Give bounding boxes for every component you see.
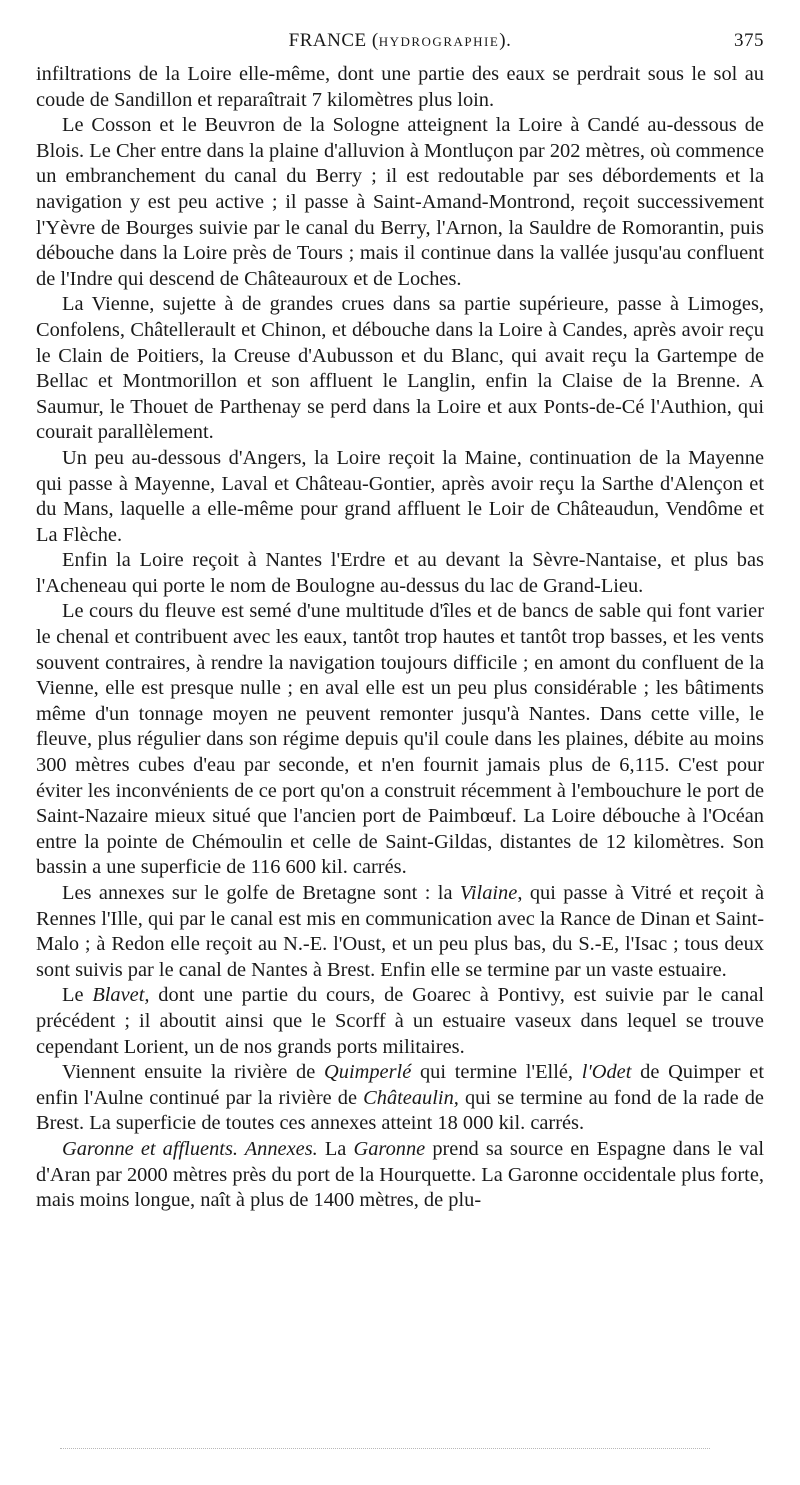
paragraph — [36, 881, 764, 983]
italic-text: l'Odet — [581, 1061, 632, 1084]
italic-text: Garonne — [353, 1137, 426, 1160]
paragraph-text: Viennent ensuite la rivière de — [62, 1061, 325, 1084]
paragraph — [36, 113, 764, 292]
italic-text: Quimperlé — [324, 1061, 412, 1084]
paragraph — [36, 446, 764, 548]
paragraph-text: Enfin la Loire reçoit à Nantes l'Erdre et au devant la Sèvre-Nantaise, et plus bas l'Acheneau qui porte le nom de Boulogne au-dessus du lac de Grand-Lieu. — [36, 549, 764, 597]
paragraph-text: La — [317, 1137, 354, 1160]
paragraph-text: , qui passe à Vitré et reçoit à Rennes l'Ille, qui par le canal est mis en communication avec la Rance de Dinan et Saint-Malo ; à Redon elle reçoit au N.-E. l'Oust, et un peu plus bas, du S.-E, l'Isac ; tous deux sont suivis par le canal de Nantes à Brest. Enfin elle se termine par un vaste estuaire. — [36, 882, 765, 981]
paragraph-text: Le — [62, 984, 93, 1007]
running-title-subtitle: HYDROGRAPHIE — [378, 34, 500, 49]
paragraph-text: dont une partie du cours, de Goarec à Pontivy, est suivie par le canal précédent ; il aboutit ainsi que le Scorff à un estuaire vaseux dans lequel se trouve cependant Lorient, un de nos grands ports militaires. — [36, 984, 764, 1058]
paragraph — [36, 599, 764, 881]
paragraph-text: prend sa source en Espagne dans le val d'Aran par 2000 mètres près du port de la Hourquette. La Garonne occidentale plus forte, mais moins longue, naît à plus de 1400 mètres, de plu- — [36, 1137, 764, 1212]
running-title-end: ). — [499, 30, 512, 51]
italic-text: Châteaulin, — [363, 1086, 459, 1109]
italic-text: Vilaine — [459, 882, 518, 904]
paragraph-text: Le cours du fleuve est semé d'une multitude d'îles et de bancs de sable qui font varier le chenal et contribuent avec les eaux, tantôt trop hautes et tantôt trop basses, et les vents souvent contraires, à rendre la navigation toujours difficile ; en amont du confluent de la Vienne, elle est presque nulle ; en aval elle est un peu plus considérable ; les bâtiments même d'un tonnage moyen ne peuvent remonter jusqu'à Nantes. Dans cette ville, le fleuve, plus régulier dans son régime depuis qu'il coule dans les plaines, débite au moins 300 mètres cubes d'eau par seconde, et n'en fournit jamais plus de 6,115. C'est pour éviter les inconvénients de ce port qu'on a construit récemment à l'embouchure le port de Saint-Nazaire mieux situé que l'ancien port de Paimbœuf. La Loire débouche à l'Océan entre la pointe de Chémoulin et celle de Saint-Gildas, distantes de 12 kilomètres. Son bassin a une superficie de 116 600 kil. carrés. — [36, 600, 764, 879]
italic-text: Garonne et affluents. Annexes. — [62, 1137, 318, 1160]
body-text — [36, 62, 764, 1214]
running-title — [36, 30, 764, 52]
paragraph — [36, 1137, 764, 1214]
paragraph-text: Un peu au-dessous d'Angers, la Loire reçoit la Maine, continuation de la Mayenne qui passe à Mayenne, Laval et Château-Gontier, après avoir reçu la Sarthe d'Alençon et du Mans, laquelle a elle-même pour grand affluent le Loir de Châteaudun, Vendôme et La Flèche. — [36, 446, 764, 546]
document-page — [36, 30, 764, 1214]
paragraph — [36, 548, 764, 599]
italic-text: Blavet, — [92, 984, 150, 1007]
paragraph-text: qui se termine au fond de la rade de Brest. La superficie de toutes ces annexes atteint 18 000 kil. carrés. — [36, 1086, 764, 1135]
paragraph-text: Le Cosson et le Beuvron de la Sologne atteignent la Loire à Candé au-dessous de Blois. Le Cher entre dans la plaine d'alluvion à Montluçon par 202 mètres, où commence un embranchement du canal du Berry ; il est redoutable par ses débordements et la navigation y est peu active ; il passe à Saint-Amand-Montrond, reçoit successivement l'Yèvre de Bourges suivie par le canal du Berry, l'Arnon, la Sauldre de Romorantin, puis débouche dans la Loire près de Tours ; mais il continue dans la vallée jusqu'au confluent de l'Indre qui descend de Châteauroux et de Loches. — [36, 114, 764, 290]
paragraph-text: qui termine l'Ellé, — [411, 1061, 582, 1084]
paragraph-text: de Quimper et enfin l'Aulne continué par la rivière de — [36, 1061, 764, 1109]
paragraph — [36, 292, 764, 446]
running-header — [36, 30, 764, 60]
paragraph-text: La Vienne, sujette à de grandes crues dans sa partie supérieure, passe à Limoges, Confolens, Châtellerault et Chinon, et débouche dans la Loire à Candes, après avoir reçu le Clain de Poitiers, la Creuse d'Aubusson et du Blanc, qui avait reçu la Gartempe de Bellac et Montmorillon et son affluent le Langlin, enfin la Claise de la Brenne. A Saumur, le Thouet de Parthenay se perd dans la Loire et aux Ponts-de-Cé l'Authion, qui courait parallèlement. — [36, 293, 764, 444]
paragraph — [36, 62, 764, 113]
page-number: 375 — [734, 30, 764, 51]
paragraph — [36, 983, 764, 1060]
paragraph — [36, 1060, 764, 1137]
paragraph-text: infiltrations de la Loire elle-même, dont une partie des eaux se perdrait sous le sol au coude de Sandillon et reparaîtrait 7 kilomètres plus loin. — [36, 63, 764, 111]
running-title-main: FRANCE ( — [288, 30, 379, 51]
paragraph-text: Les annexes sur le golfe de Bretagne sont : la — [62, 882, 460, 904]
footer-divider — [60, 1448, 710, 1449]
